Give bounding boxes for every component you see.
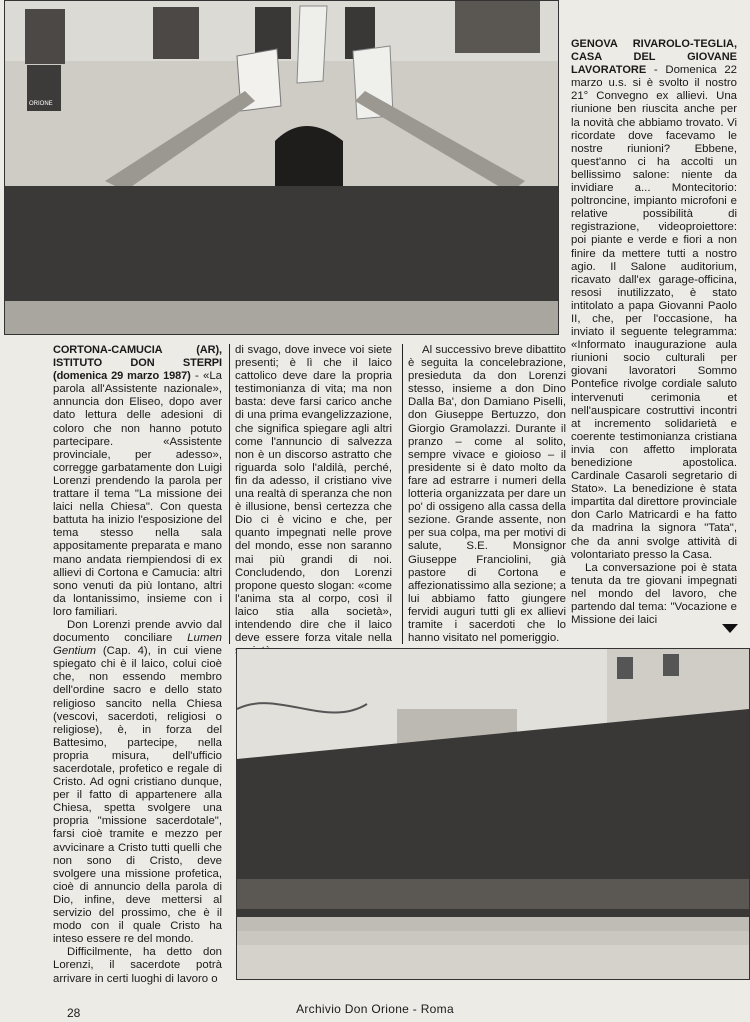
continue-arrow-icon <box>722 624 738 633</box>
lumen-gentium: Lumen Gentium <box>53 632 222 658</box>
column-rule-1 <box>229 344 230 644</box>
article-heading: CORTONA-CAMUCIA (AR), ISTITUTO DON STERPI (domenica 29 marzo 1987) <box>53 344 222 383</box>
col1-paragraph-1: «La parola all'Assistente nazionale», annuncia don Eliseo, dopo aver dato lettura delle adesioni di coloro che non hanno potuto partecipare. «Assistente provinciale, per adesso», corregge garbatamente don Luigi Lorenzi prendendo la parola per trattare il tema "La missione dei laici nella Chiesa". Con questa battuta ha inizio l'esposizione del tema stesso nella sala appositamente preparata e mano mano andata riempiendosi di ex allievi di Cortona e Camucia: altri sono venuti da più lontano, altri da lontanissimo, insieme con i loro familiari. <box>53 370 222 618</box>
top-group-photo <box>4 0 559 335</box>
col3-paragraph-1: Al successivo breve dibattito è seguita la concelebrazione, presieduta da don Lorenzi stesso, insieme a don Dino Dalla Ba', don Damiano Piselli, don Giuseppe Bertuzzo, don Giorgio Gramolazzi. Durante il pranzo – come al solito, sempre vivace e gioioso – il presidente si è dato molto da fare ad estrarre i numeri della lotteria organizzata per dare un po' di ossigeno alla cassa della sezione. Grande assente, non per sua colpa, ma per motivi di salute, S.E. Monsignor Giuseppe Franciolini, già pastore di Cortona e affezionatissimo alla sezione; a lui abbiamo fatto giungere fervidi auguri tutti gli ex allievi tramite i sacerdoti che lo hanno visitato nel pomeriggio. <box>408 344 566 645</box>
right-article-heading: GENOVA RIVAROLO-TEGLIA, CASA DEL GIOVANE LAVORATORE <box>571 38 737 77</box>
article-column-2 <box>235 344 392 658</box>
col1-paragraph-2b: (Cap. 4), in cui viene spiegato chi è il laico, colui cioè che, non essendo membro dell'ordine sacro e dello stato religioso sancito nella Chiesa (vescovi, sacerdoti, religiosi o religiose), è, in forza del Battesimo, partecipe, nella propria misura, dell'ufficio sacerdotale, profetico e regale di Cristo. Ad ogni cristiano dunque, per il fatto di appartenere alla Chiesa, spetta svolgere una propria "missione sacerdotale", farsi cioè tramite e mezzo per avvicinare a Cristo tutti quelli che non sono di Cristo, deve svolgere una missione profetica, cioè di annuncio della parola di Dio, infine, deve mettersi al servizio del prossimo, che è il modo con il quale Cristo ha inteso essere re del mondo. <box>53 645 222 946</box>
archive-footer: Archivio Don Orione - Roma <box>296 1002 454 1016</box>
banner-label: ORIONE <box>29 101 53 107</box>
page-number: 28 <box>67 1006 81 1020</box>
bottom-group-photo <box>236 648 750 980</box>
bottom-photo-graphic <box>237 649 749 979</box>
col2-paragraph-1: di svago, dove invece voi siete presenti; è lì che il laico cattolico deve dare la propria testimonianza di vita; ma non basta: deve farsi carico anche di una prima evangelizzazione, che significa spiegare agli altri come l'annuncio di salvezza non è un discorso astratto che riguarda solo l'aldilà, perché, fin da adesso, il cristiano vive una realtà di speranza che non è illusione, bensì certezza che Dio ci è vicino e che, per quanto impegnati nelle prove del mondo, esse non saranno mai più grandi di noi. Concludendo, don Lorenzi propone questo slogan: «come l'anima sta al corpo, così il laico stia alla società», intendendo dire che il laico deve essere forza vitale nella <box>235 344 392 645</box>
article-column-1: CORTONA-CAMUCIA (AR), ISTITUTO DON STERPI (domenica 29 marzo 1987) - «La parola all'Assistente nazionale», annuncia don Eliseo, dopo aver dato lettura delle adesioni di coloro che non hanno potuto partecipare. «Assistente provinciale, per adesso», corregge garbatamente don Luigi Lorenzi prendendo la parola per trattare il tema "La missione dei laici nella Chiesa". Con questa battuta ha inizio l'esposizione del tema stesso nella sala appositamente preparata e mano mano andata riempiendosi di ex allievi di Cortona e Camucia: altri sono venuti da più lontano, altri da lontanissimo, insieme con i loro familiari. Don Lorenzi prende avvio dal documento conciliare Lumen Gentium (Cap. 4), in cui viene spiegato chi è il laico, colui cioè che, non essendo membro dell'ordine sacro e dello stato religioso sancito nella Chiesa (vescovi, sacerdoti, religiosi o religiose), è, in forza del Battesimo, partecipe, nella propria misura, dell'ufficio sacerdotale, profetico e regale di Cristo. Ad ogni cristiano dunque, per il fatto di appartenere alla Chiesa, spetta svolgere una propria "missione sacerdotale", farsi cioè tramite e mezzo per avvicinare a Cristo tutti quelli che non sono di Cristo, deve svolgere una missione profetica, cioè di annuncio della parola di Dio, infine, deve mettersi al servizio del prossimo, che è il modo con il quale Cristo ha inteso essere re del mondo. Difficilmente, ha detto don Lorenzi, il sacerdote potrà arrivare in certi luoghi di lavoro o <box>53 344 222 985</box>
article-column-3 <box>408 344 566 660</box>
right-paragraph-1: - Domenica 22 marzo u.s. si è svolto il nostro 21° Convegno ex allievi. Una riunione ben riuscita anche per la novità che abbiamo trovato. Vi ricordate dove facevamo le nostre riunioni? Ebbene, quest'anno ci ha accolti un bellissimo salone: niente da invidiare a... Montecitorio: poltroncine, impianto microfoni e relative possibilità di registrazione, videoproiettore: poi piante e verde e fiori a non finire da mettere tutti a nostro agio. Il Salone auditorium, ricavato dall'ex garage-officina, resosi inutilizzato, è stato intitolato a papa Giovanni Paolo II, che, per l'occasione, ha inviato il seguente telegramma: «Informato inaugurazione aula riunioni socio culturali per giovani lavoratori Sommo Pontefice rivolge cordiale saluto intervenuti cerimonia et nell'auspicare costruttivi incontri at incremento solidarietà e coerente testimonianza cristiana invia con affetto implorata benedizione apostolica. Cardinale Casaroli segretario di Stato». La benedizione è stata impartita dal direttore provinciale don Carlo Matricardi e ha fatto da madrina la signora "Tata", che da anni svolge attività di volontariato presso la Casa. <box>571 64 737 561</box>
top-photo-graphic <box>5 1 558 334</box>
col1-paragraph-3: Difficilmente, ha detto don Lorenzi, il sacerdote potrà arrivare in certi luoghi di lavoro o <box>53 946 222 985</box>
right-paragraph-2: La conversazione poi è stata tenuta da tre giovani impegnati nel mondo del lavoro, che partendo dal tema: "Vocazione e Missione dei laici <box>571 561 737 627</box>
column-rule-2 <box>402 344 403 644</box>
right-article-column <box>571 38 737 627</box>
col1-paragraph-2a: Don Lorenzi prende avvio dal documento conciliare <box>53 618 222 645</box>
